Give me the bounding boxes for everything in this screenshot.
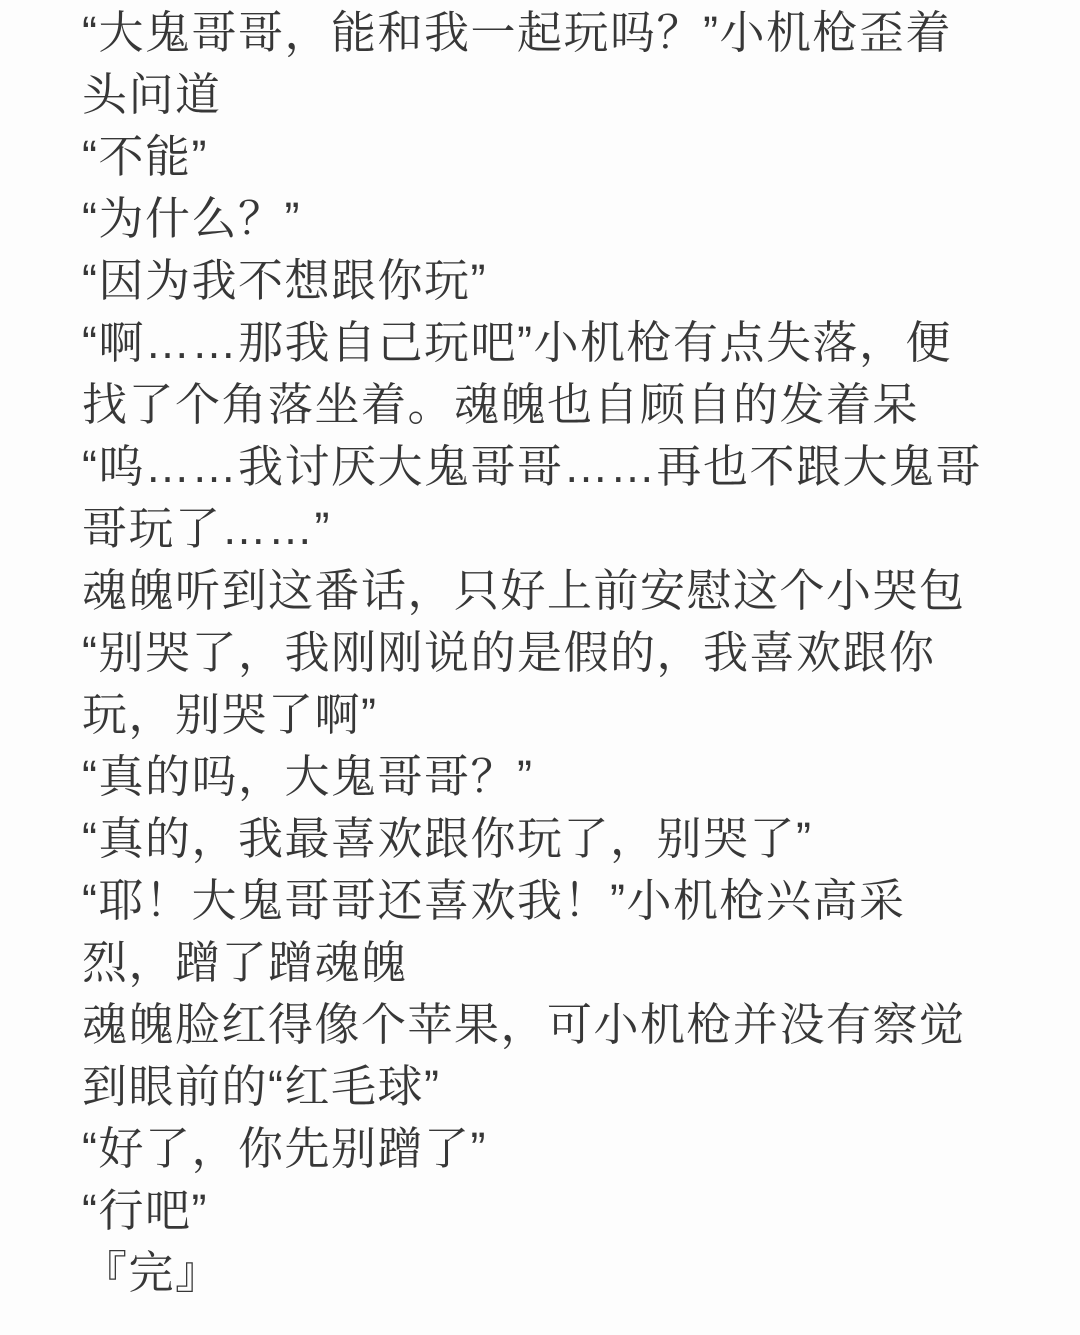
story-line: “真的，我最喜欢跟你玩了，别哭了” [82, 813, 813, 864]
story-line: 哥玩了……” [82, 503, 331, 554]
story-line-end-mark: 『完』 [82, 1247, 222, 1298]
story-line: 找了个角落坐着。魂魄也自顾自的发着呆 [82, 379, 920, 430]
story-line: 烈，蹭了蹭魂魄 [82, 937, 408, 988]
story-line: “因为我不想跟你玩” [82, 255, 487, 306]
story-line: 魂魄脸红得像个苹果，可小机枪并没有察觉 [82, 999, 966, 1050]
story-text-block [82, 2, 1032, 1304]
story-line: “别哭了，我刚刚说的是假的，我喜欢跟你 [82, 627, 936, 678]
story-line: “真的吗，大鬼哥哥？” [82, 751, 534, 802]
story-line: “为什么？” [82, 193, 301, 244]
story-line: “大鬼哥哥，能和我一起玩吗？”小机枪歪着 [82, 7, 952, 58]
story-line: “好了，你先别蹭了” [82, 1123, 487, 1174]
story-line: “啊……那我自己玩吧”小机枪有点失落，便 [82, 317, 952, 368]
story-line: 玩，别哭了啊” [82, 689, 378, 740]
story-line: “不能” [82, 131, 208, 182]
story-line: “呜……我讨厌大鬼哥哥……再也不跟大鬼哥 [82, 441, 982, 492]
story-line: “行吧” [82, 1185, 208, 1236]
story-line: 头问道 [82, 69, 222, 120]
story-line: 到眼前的“红毛球” [82, 1061, 441, 1112]
story-line: “耶！大鬼哥哥还喜欢我！”小机枪兴高采 [82, 875, 906, 926]
story-line: 魂魄听到这番话，只好上前安慰这个小哭包 [82, 565, 966, 616]
